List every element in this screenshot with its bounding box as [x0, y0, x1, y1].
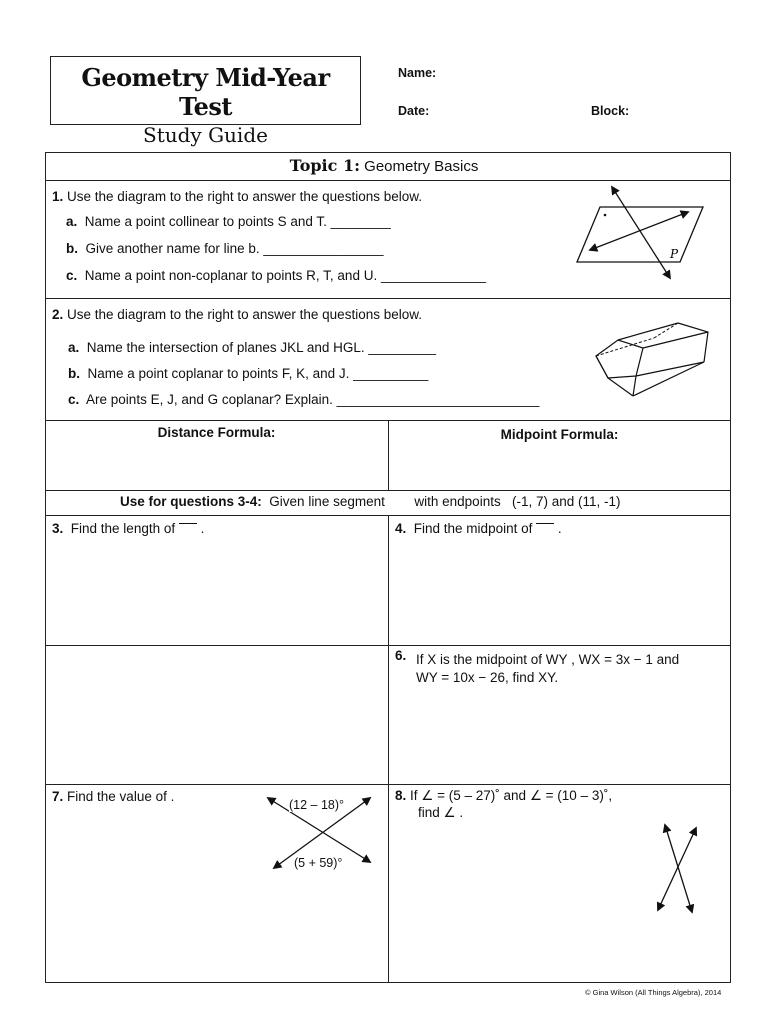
q4: 4. Find the midpoint of . [395, 521, 562, 536]
q4-number: 4. [395, 521, 407, 536]
angle-bottom-label: (5 + 59)° [294, 856, 343, 870]
q7-text: Find the value of . [67, 789, 175, 804]
segment-overline [536, 523, 554, 524]
q3: 3. Find the length of . [52, 521, 205, 536]
q2a [68, 340, 436, 355]
q2b [68, 366, 428, 381]
date-label: Date: [398, 104, 430, 118]
use-for-text1: Given line segment [269, 494, 385, 509]
topic-name: Geometry Basics [364, 158, 479, 175]
q2a-text: Name the intersection of planes JKL and HGL. _________ [86, 340, 437, 355]
plane-label: P [670, 247, 679, 261]
q8-line2: find ∠ . [418, 805, 464, 820]
q3-text: Find the length of [70, 521, 176, 536]
topic-header [0, 156, 768, 175]
q3-number: 3. [52, 521, 64, 536]
q6-line1: If X is the midpoint of WY , WX = 3x − 1 and [416, 652, 680, 667]
use-for-endpoints: (-1, 7) and (11, -1) [511, 494, 621, 509]
distance-formula-label: Distance Formula: [157, 425, 276, 440]
q2c-text: Are points E, J, and G coplanar? Explain. ___________________________ [86, 392, 540, 407]
q1b-text: Give another name for line b. ________________ [85, 241, 384, 256]
q2b-letter: b. [68, 366, 80, 381]
use-for-row [120, 494, 621, 509]
q1-stem [52, 189, 422, 204]
use-for-bold: Use for questions 3-4: [120, 494, 262, 509]
q2-stem [52, 307, 422, 322]
q1c-text: Name a point non-coplanar to points R, T, and U. ______________ [84, 268, 487, 283]
intersecting-lines-diagram [650, 820, 702, 916]
page-title: Geometry Mid-Year Test [81, 63, 330, 121]
q1b-letter: b. [66, 241, 78, 256]
title-box [50, 56, 361, 147]
q2b-text: Name a point coplanar to points F, K, and J. __________ [87, 366, 429, 381]
q1c [66, 268, 486, 283]
q8-line1 [395, 788, 612, 804]
q2a-letter: a. [68, 340, 80, 355]
q2c [68, 392, 539, 407]
q2-stem-text: Use the diagram to the right to answer the questions below. [67, 307, 422, 322]
topic-prefix: Topic 1: [289, 156, 360, 175]
midpoint-formula-label: Midpoint Formula: [500, 427, 619, 442]
plane-diagram [570, 182, 720, 286]
q1a-text: Name a point collinear to points S and T. ________ [84, 214, 391, 229]
divider [45, 180, 731, 181]
q1b [66, 241, 384, 256]
segment-overline [179, 523, 197, 524]
angle-top-label: (12 – 18)° [289, 798, 345, 812]
q4-text: Find the midpoint of [413, 521, 533, 536]
block-label: Block: [591, 104, 630, 118]
name-label: Name: [398, 66, 437, 80]
q2-number: 2. [52, 307, 64, 322]
q1-number: 1. [52, 189, 64, 204]
q7 [52, 789, 174, 804]
q8-number: 8. [395, 788, 407, 803]
q6-number: 6. [395, 648, 407, 663]
q6-line2: WY = 10x − 26, find XY. [416, 670, 559, 685]
copyright: © Gina Wilson (All Things Algebra), 2014 [585, 988, 722, 997]
q1a-letter: a. [66, 214, 78, 229]
q8-line1-text: If ∠ = (5 – 27)˚ and ∠ = (10 – 3)˚, [410, 788, 613, 803]
q2c-letter: c. [68, 392, 80, 407]
q7-number: 7. [52, 789, 64, 804]
q1a [66, 214, 391, 229]
divider [45, 298, 731, 299]
q1-stem-text: Use the diagram to the right to answer the questions below. [67, 189, 422, 204]
use-for-text2: with endpoints [414, 494, 501, 509]
prism-diagram [588, 318, 718, 404]
q1c-letter: c. [66, 268, 78, 283]
page-subtitle: Study Guide [143, 123, 268, 147]
column-divider [388, 515, 389, 983]
divider [45, 490, 731, 491]
